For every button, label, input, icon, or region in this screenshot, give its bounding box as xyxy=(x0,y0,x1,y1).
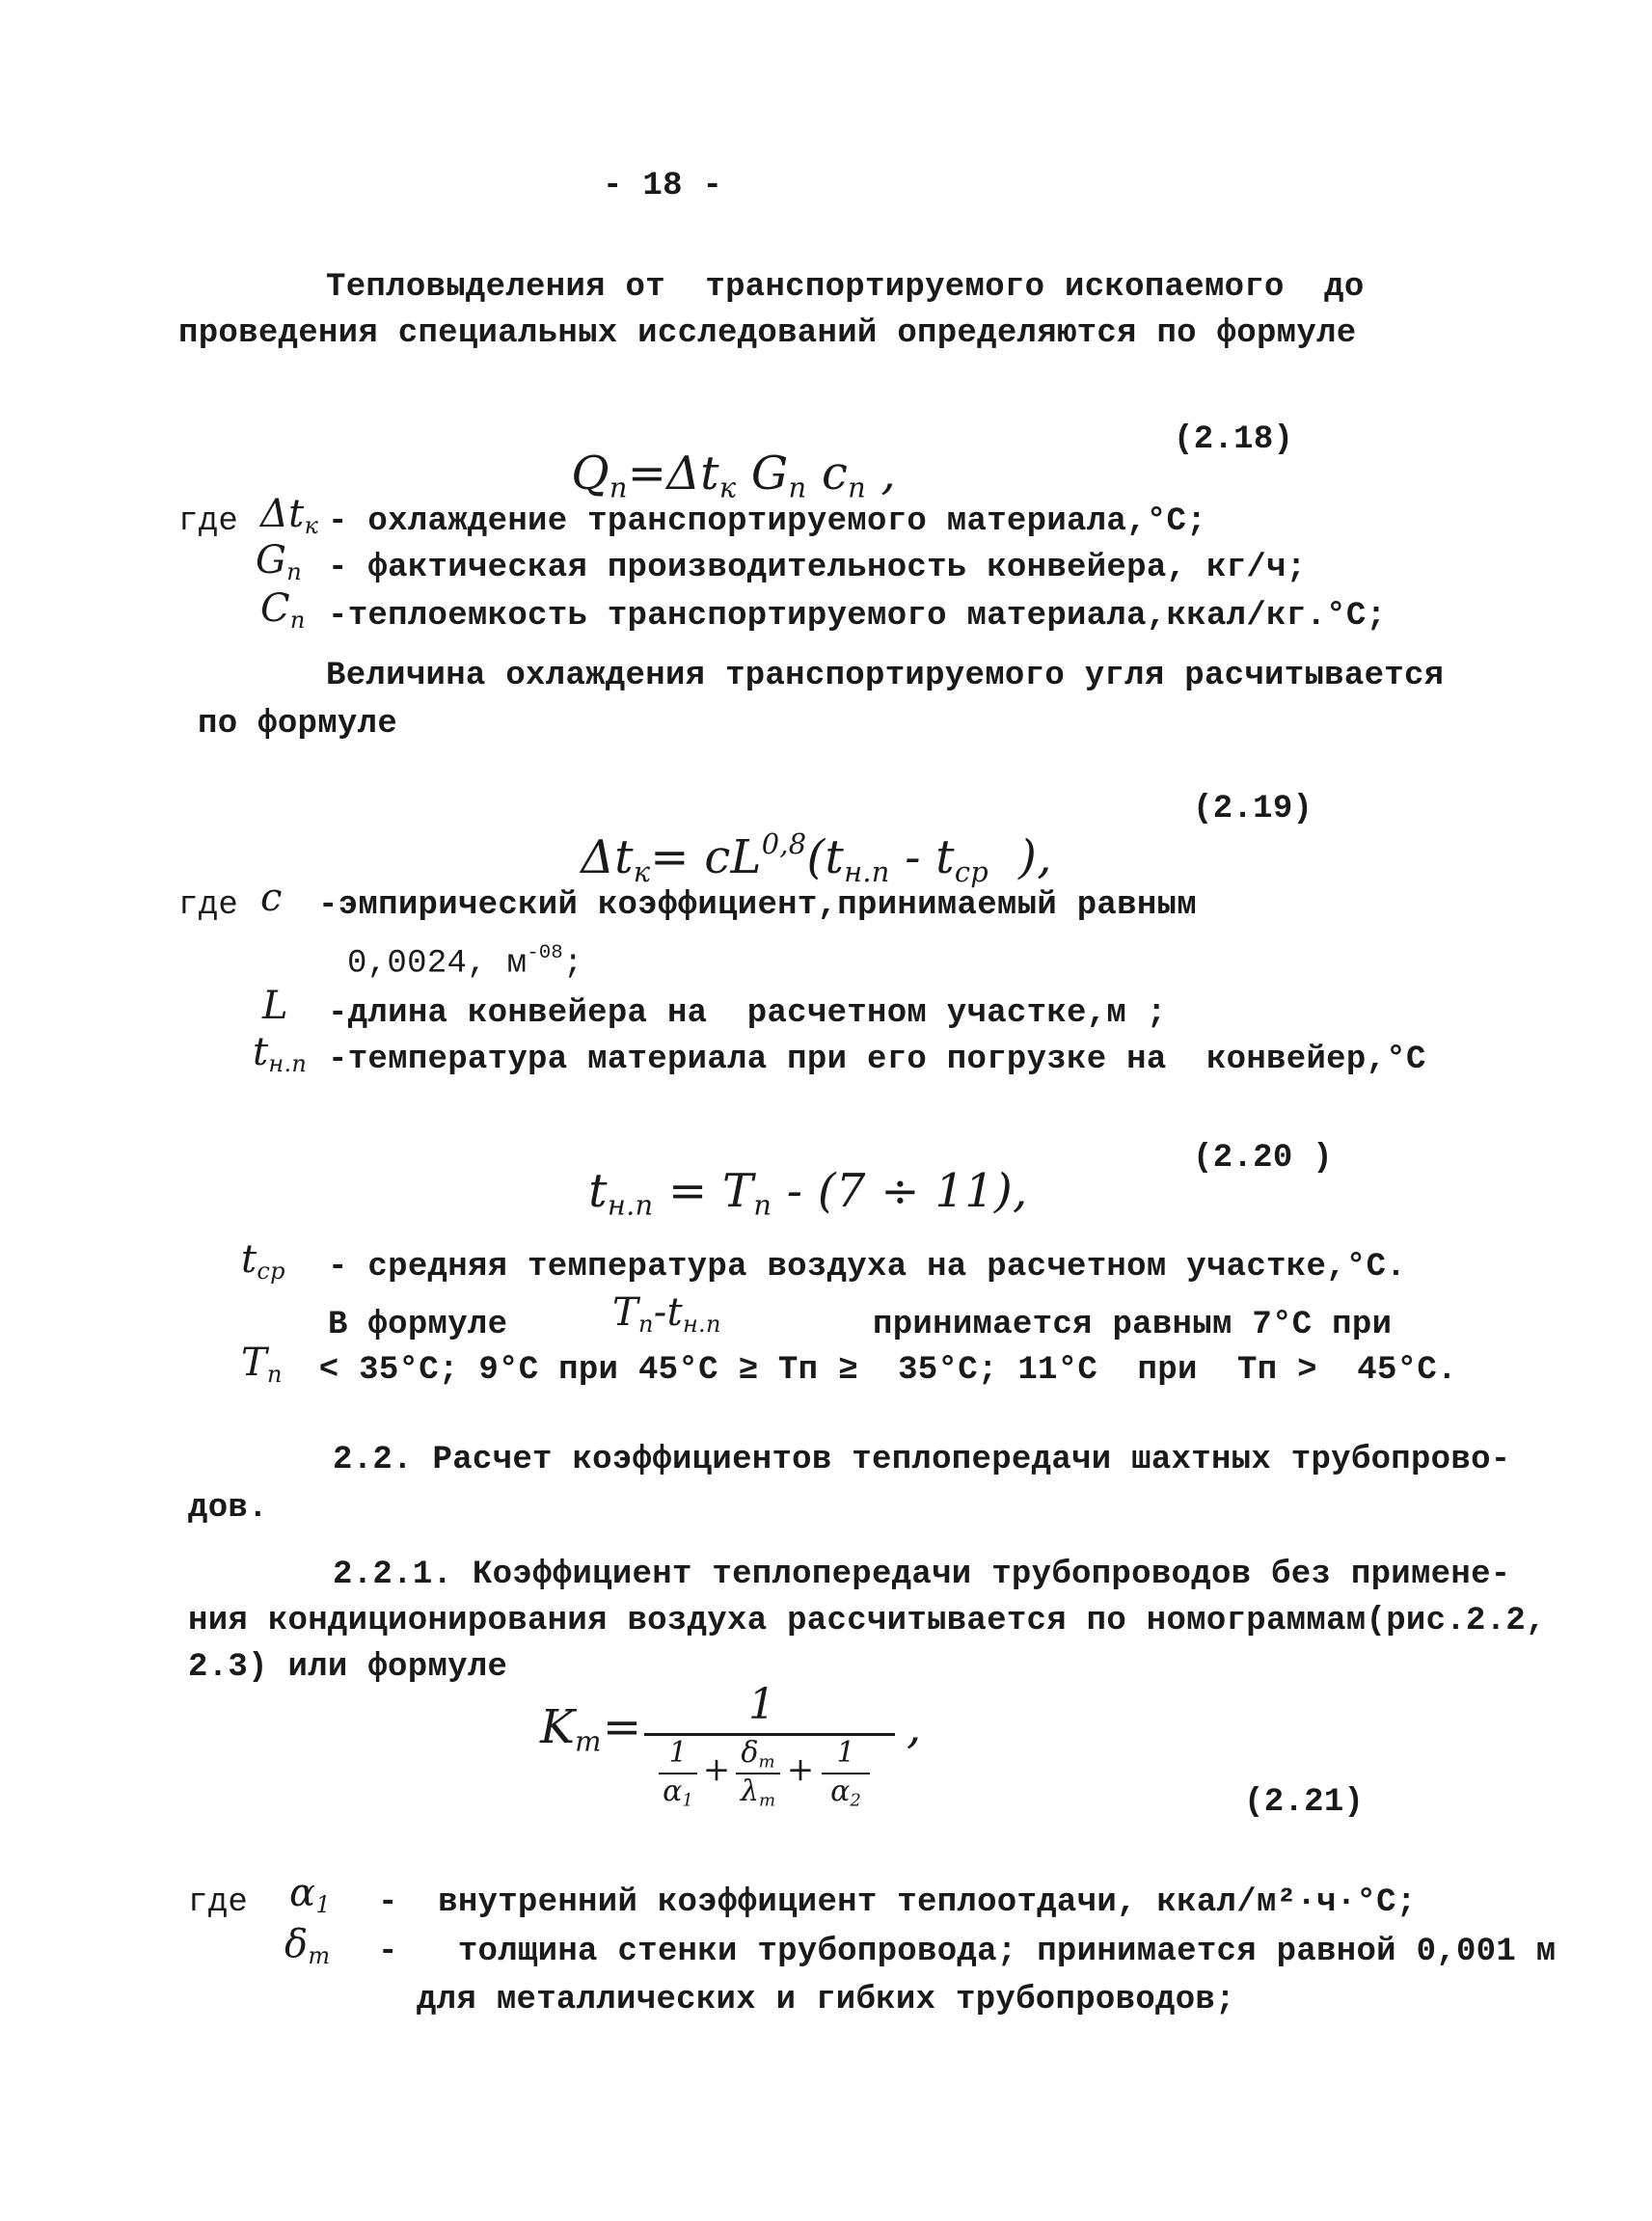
formula-term: (t xyxy=(806,830,845,885)
definition-text: -теплоемкость транспортируемого материала,ккал/кг.°C; xyxy=(328,598,1387,635)
denominator-term-1-den: $\alpha_1$ xyxy=(663,1774,693,1811)
formula-subscript: н.п xyxy=(844,854,890,888)
equation-number: (2.19) xyxy=(1193,791,1313,827)
definition-symbol: $\alpha_1$ xyxy=(289,1871,331,1919)
denominator-term-2-num: $\delta_т$ xyxy=(741,1736,775,1773)
denominator-plus-1: + xyxy=(702,1750,731,1789)
paragraph-line: 2.2.1. Коэффициент теплопередачи трубопроводов без примене- xyxy=(333,1557,1511,1593)
formula-term: t xyxy=(588,1164,608,1218)
definition-text: -длина конвейера на расчетном участке,м ; xyxy=(328,995,1167,1032)
definition-symbol: $\Delta t_к$ xyxy=(260,492,319,540)
denominator-term-3-den: $\alpha_2$ xyxy=(830,1774,861,1811)
definition-symbol: $\delta_т$ xyxy=(284,1922,331,1970)
paragraph-line: ния кондиционирования воздуха рассчитывается по номограммам(рис.2.2, xyxy=(188,1603,1546,1639)
formula-subscript: н.п xyxy=(607,1188,654,1222)
formula-subscript: п xyxy=(788,471,807,504)
formula-lhs: $K_т$ xyxy=(540,1700,602,1758)
section-heading: дов. xyxy=(188,1490,268,1527)
inline-formula: $T_п-t_{н.п}$ xyxy=(612,1290,721,1339)
denominator-term-2-den: $\lambda_т$ xyxy=(740,1774,776,1811)
definition-symbol: $G_п$ xyxy=(256,538,303,586)
definition-symbol: $t_{н.п}$ xyxy=(253,1030,308,1078)
formula-term: = T xyxy=(653,1164,754,1218)
formula-equals: = xyxy=(603,1700,642,1754)
formula-term: = cL xyxy=(650,830,762,885)
definition-symbol: $t_{ср}$ xyxy=(241,1237,285,1286)
definition-text: - средняя температура воздуха на расчетном участке,°C. xyxy=(328,1249,1406,1286)
equation-number: (2.21) xyxy=(1244,1784,1365,1821)
formula-subscript: п xyxy=(848,471,866,504)
definition-text: - внутренний коэффициент теплоотдачи, ккал/м²·ч·°C; xyxy=(378,1884,1417,1921)
formula-subscript: ср xyxy=(954,854,989,888)
formula-subscript: к xyxy=(633,854,651,888)
paragraph-line: по формуле xyxy=(198,706,398,743)
equation-number: (2.20 ) xyxy=(1193,1140,1333,1177)
definition-text: - толщина стенки трубопровода; принимается равной 0,001 м xyxy=(378,1934,1557,1970)
formula-subscript: к xyxy=(718,471,737,504)
definition-symbol: $C_п$ xyxy=(260,586,306,635)
equation-number: (2.18) xyxy=(1174,421,1294,458)
formula-term: ), xyxy=(988,830,1052,885)
formula-term: Q xyxy=(571,447,609,501)
formula-subscript: п xyxy=(753,1188,772,1222)
paragraph-line: Величина охлаждения транспортируемого угля расчитывается xyxy=(326,658,1445,694)
definition-text: для металлических и гибких трубопроводов; xyxy=(417,1982,1235,2018)
definition-text: -температура материала при его погрузке на конвейер,°C xyxy=(328,1042,1426,1078)
formula-term: Δt xyxy=(581,830,634,885)
where-label: где xyxy=(188,1884,249,1921)
paragraph-line: Тепловыделения от транспортируемого ископаемого до xyxy=(326,269,1365,306)
paragraph-line: В формуле xyxy=(328,1307,508,1343)
formula-subscript: п xyxy=(609,471,628,504)
where-label: где xyxy=(178,503,239,540)
formula-term: - t xyxy=(889,830,955,885)
denominator-plus-2: + xyxy=(786,1750,815,1789)
formula-term: G xyxy=(736,447,789,501)
formula-superscript: 0,8 xyxy=(761,827,807,860)
page-number: - 18 - xyxy=(603,168,723,204)
where-label: где xyxy=(178,887,239,924)
paragraph-line: принимается равным 7°C при xyxy=(873,1307,1393,1343)
definition-text: - охлаждение транспортируемого материала,°C; xyxy=(328,503,1206,540)
definition-text: - фактическая производительность конвейера, кг/ч; xyxy=(328,550,1307,586)
section-heading: 2.2. Расчет коэффициентов теплопередачи шахтных трубопрово- xyxy=(333,1442,1511,1478)
definition-text: 0,0024, $м^{-08}$; xyxy=(347,942,583,983)
formula-term: =Δt xyxy=(627,447,719,501)
formula-term: , xyxy=(866,447,897,501)
definition-symbol: L xyxy=(262,984,288,1028)
definition-symbol: c xyxy=(260,876,283,920)
formula-tail: , xyxy=(907,1700,922,1754)
definition-text: -эмпирический коэффициент,принимаемый равным xyxy=(318,887,1197,924)
paragraph-line: < 35°C; 9°C при 45°C ≥ Тп ≥ 35°C; 11°C при Тп > 45°C. xyxy=(299,1352,1457,1389)
paragraph-line: 2.3) или формуле xyxy=(188,1649,508,1686)
formula-2-20 xyxy=(528,1130,1028,1266)
formula-term: c xyxy=(806,447,849,501)
definition-symbol: $T_п$ xyxy=(241,1341,283,1389)
fraction-numerator: 1 xyxy=(748,1680,775,1729)
formula-term: - (7 ÷ 11), xyxy=(772,1164,1028,1218)
denominator-term-1-num: 1 xyxy=(668,1736,688,1770)
denominator-term-3-num: 1 xyxy=(836,1736,855,1770)
paragraph-line: проведения специальных исследований определяются по формуле xyxy=(178,315,1357,352)
